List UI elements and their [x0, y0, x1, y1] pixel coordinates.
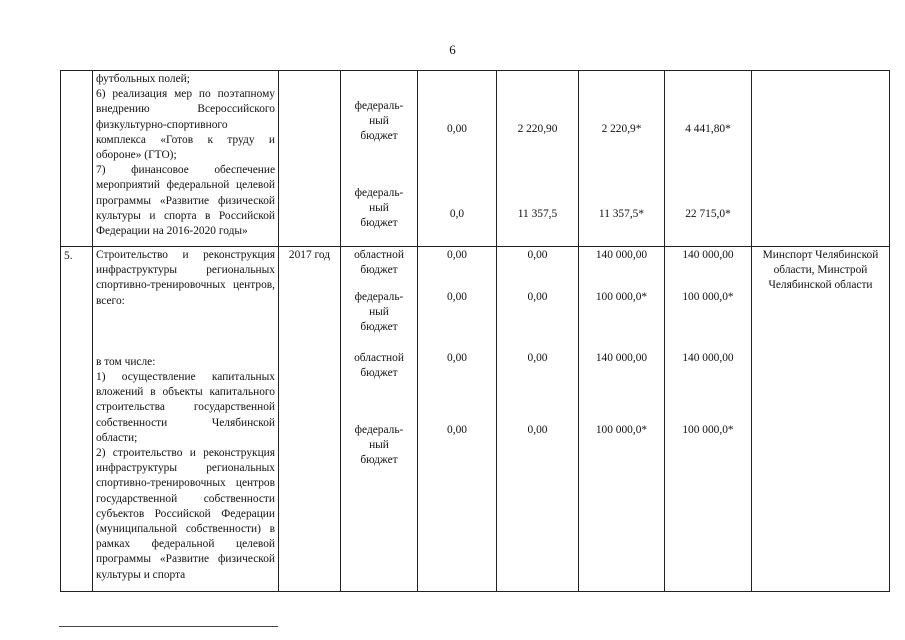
amount-value: 11 357,5: [517, 208, 558, 220]
amount-value: 0,00: [527, 249, 548, 261]
amount-cell: [665, 71, 752, 247]
amount-cell: [418, 71, 497, 247]
amount-value: 100 000,0*: [595, 291, 648, 303]
description-paragraph: Строительство и реконструкция инфраструктуры региональных спортивно-тренировочных центров, всего:: [96, 249, 275, 307]
budget-source: областной бюджет: [354, 352, 404, 380]
footnote-divider: [59, 626, 278, 627]
description-paragraph: 2) строительство и реконструкция инфраструктуры региональных спортивно-тренировочных центров государственной собственности субъектов Российской Федерации (муниципальной собственности) в рамках федеральной целевой программы «Развитие физической культуры и спорта: [96, 447, 275, 581]
amount-cell: [497, 71, 579, 247]
amount-value: 2 220,90: [517, 123, 558, 135]
amount-value: 0,00: [527, 424, 548, 436]
row-description: [93, 247, 279, 592]
amount-value: 140 000,00: [682, 352, 734, 364]
amount-cell: [665, 247, 752, 592]
amount-value: 0,00: [527, 291, 548, 303]
budget-source: федераль- ный бюджет: [354, 291, 404, 334]
budget-source: федераль- ный бюджет: [354, 424, 404, 467]
description-paragraph: в том числе:: [96, 355, 156, 368]
amount-value: 0,0: [449, 208, 465, 220]
amount-value: 11 357,5*: [598, 208, 645, 220]
budget-table: [60, 70, 890, 592]
amount-value: 0,00: [447, 291, 467, 303]
description-paragraph: 6) реализация мер по поэтапному внедрению Всероссийского физкультурно-спортивного комплекса «Готов к труду и обороне» (ГТО);: [96, 88, 275, 162]
amount-cell: [418, 247, 497, 592]
amount-value: 22 715,0*: [685, 208, 731, 220]
row-period: [279, 71, 341, 247]
table-row: [61, 71, 890, 247]
row-responsible: Минспорт Челябинской области, Минстрой Челябинской области: [752, 247, 890, 592]
budget-source: федераль- ный бюджет: [354, 187, 404, 230]
row-period: 2017 год: [279, 247, 341, 592]
amount-cell: [579, 71, 665, 247]
amount-value: 0,00: [527, 352, 548, 364]
budget-source: областной бюджет: [354, 249, 404, 277]
amount-value: 140 000,00: [595, 352, 648, 364]
row-responsible: [752, 71, 890, 247]
amount-value: 100 000,0*: [595, 424, 648, 436]
row-number: 5.: [61, 247, 93, 592]
amount-value: 4 441,80*: [685, 123, 731, 135]
budget-source: федераль- ный бюджет: [354, 100, 404, 143]
amount-value: 2 220,9*: [601, 123, 642, 135]
row-number: [61, 71, 93, 247]
budget-source-cell: [341, 247, 418, 592]
amount-value: 140 000,00: [682, 249, 734, 261]
amount-value: 0,00: [447, 424, 467, 436]
row-description: [93, 71, 279, 247]
amount-value: 0,00: [447, 123, 467, 135]
description-paragraph: 1) осуществление капитальных вложений в объекты капитального строительства государственной собственности Челябинской области;: [96, 371, 275, 444]
amount-cell: [497, 247, 579, 592]
description-paragraph: футбольных полей;: [96, 73, 190, 85]
description-paragraph: 7) финансовое обеспечение мероприятий федеральной целевой программы «Развитие физической культуры и спорта в Российской Федерации на 2016-2020 годы»: [96, 164, 275, 238]
budget-source-cell: [341, 71, 418, 247]
amount-value: 0,00: [447, 352, 467, 364]
table-row: [61, 247, 890, 592]
amount-value: 100 000,0*: [682, 291, 734, 303]
amount-cell: [579, 247, 665, 592]
page-number: 6: [449, 42, 456, 57]
amount-value: 100 000,0*: [682, 424, 734, 436]
amount-value: 140 000,00: [595, 249, 648, 261]
amount-value: 0,00: [447, 249, 467, 261]
